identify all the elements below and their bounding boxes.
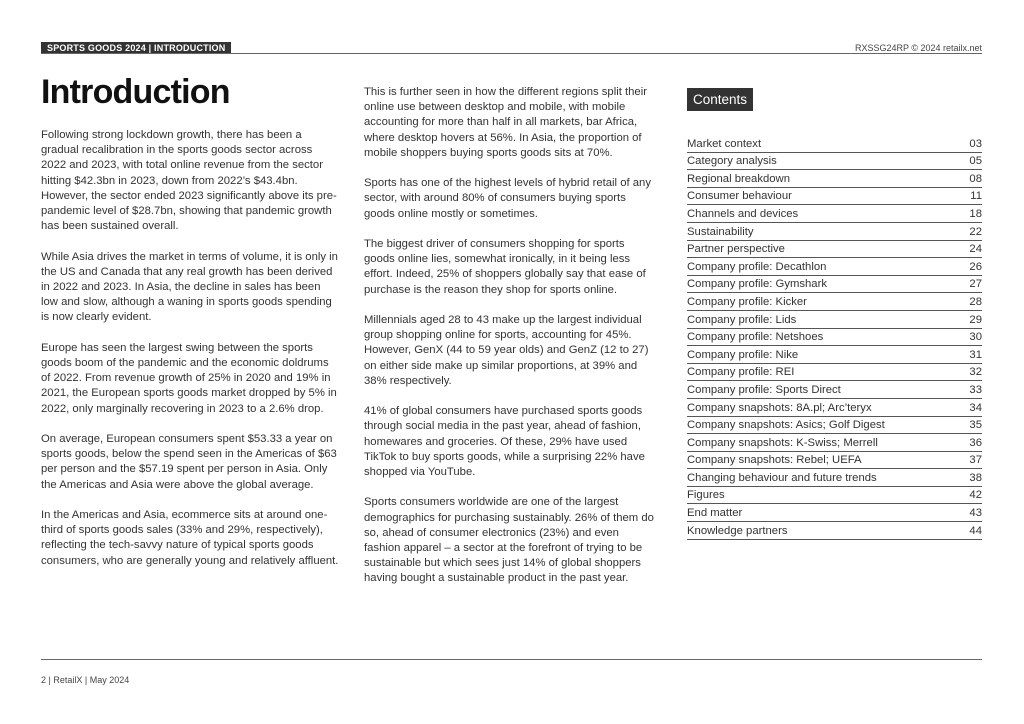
toc-item[interactable] — [687, 434, 982, 452]
toc-item[interactable] — [687, 258, 982, 276]
paragraph: Millennials aged 28 to 43 make up the largest individual group shopping online for sports, accounting for 45%. However, GenX (44 to 59 year olds) and GenZ (12 to 27) on either side make up similar proportions, at 39% and 38% respectively. — [364, 314, 649, 387]
toc-item-page: 18 — [969, 207, 982, 220]
toc-item-label: Consumer behaviour — [687, 190, 792, 203]
toc-item-page: 32 — [969, 366, 982, 379]
toc-item-label: Company snapshots: 8A.pl; Arc’teryx — [687, 401, 872, 414]
paragraph: Sports consumers worldwide are one of the largest demographics for purchasing sustainably. 26% of them do so, ahead of consumer electronics (23%) and even fashion apparel – a sector at the forefront of trying to be sustainable but which sees just 14% of global shoppers having bought a sustainable product in the past year. — [364, 496, 654, 585]
page-footer: 2 | RetailX | May 2024 — [41, 675, 130, 685]
toc-item-label: Regional breakdown — [687, 172, 790, 185]
toc-item-label: Channels and devices — [687, 207, 799, 220]
toc-item-page: 28 — [969, 295, 982, 308]
section-tag: SPORTS GOODS 2024 | INTRODUCTION — [41, 42, 231, 54]
toc-item[interactable] — [687, 170, 982, 188]
toc-item[interactable] — [687, 205, 982, 223]
toc-item-label: Figures — [687, 489, 725, 502]
paragraph: In the Americas and Asia, ecommerce sits at around one-third of sports goods sales (33% and 29%, respectively), reflecting the tech-savvy nature of typical sports goods consumers, who are generally young and relatively affluent. — [41, 509, 339, 567]
toc-item-label: Company profile: Gymshark — [687, 278, 828, 291]
toc-item-label: Company profile: Netshoes — [687, 331, 824, 344]
toc-item[interactable] — [687, 364, 982, 382]
paragraph: Sports has one of the highest levels of hybrid retail of any sector, with around 80% of consumers buying sports goods online mostly or sometimes. — [364, 177, 651, 220]
toc-item-label: Sustainability — [687, 225, 754, 238]
toc-item[interactable] — [687, 241, 982, 259]
toc-item[interactable] — [687, 276, 982, 294]
toc-item-page: 43 — [969, 507, 982, 520]
toc-item[interactable] — [687, 223, 982, 241]
copyright-notice: RXSSG24RP © 2024 retailx.net — [854, 43, 982, 53]
toc-item[interactable] — [687, 346, 982, 364]
toc-item[interactable] — [687, 329, 982, 347]
toc-item-page: 30 — [969, 331, 982, 344]
toc-item-label: Company profile: Nike — [687, 348, 799, 361]
paragraph: Following strong lockdown growth, there has been a gradual recalibration in the sports goods sector across 2022 and 2023, with total online revenue from the sector hitting $42.3bn in 2023, down from 2022’s $43.4bn. However, the sector ended 2023 significantly above its pre-pandemic level of $28.7bn, showing that pandemic growth has been sustained overall. — [41, 129, 337, 233]
toc-item[interactable] — [687, 293, 982, 311]
toc-item[interactable] — [687, 311, 982, 329]
toc-item[interactable] — [687, 381, 982, 399]
left-text-column — [41, 128, 339, 584]
toc-item-page: 38 — [969, 471, 982, 484]
toc-item[interactable] — [687, 153, 982, 171]
toc-item-page: 03 — [969, 137, 982, 150]
toc-item-label: Company profile: REI — [687, 366, 795, 379]
toc-item-page: 08 — [969, 172, 982, 185]
paragraph: While Asia drives the market in terms of volume, it is only in the US and Canada that any real growth has been derived in 2022 and 2023. In Asia, the decline in sales has been low and slow, although a waning in sports goods spending is now clearly evident. — [41, 250, 338, 324]
toc-item[interactable] — [687, 135, 982, 153]
toc-item-page: 11 — [970, 190, 982, 203]
footer-rule — [41, 659, 982, 660]
toc-item-label: End matter — [687, 507, 743, 520]
toc-item-label: Changing behaviour and future trends — [687, 471, 877, 484]
toc-item-page: 35 — [969, 419, 982, 432]
toc-item-page: 26 — [969, 260, 982, 273]
toc-item[interactable] — [687, 188, 982, 206]
header-rule — [41, 53, 982, 54]
toc-item-label: Partner perspective — [687, 243, 785, 256]
toc-item-page: 44 — [969, 524, 982, 537]
toc-item[interactable] — [687, 417, 982, 435]
middle-text-column — [364, 85, 658, 602]
toc-item[interactable] — [687, 522, 982, 540]
toc-item-label: Company snapshots: Rebel; UEFA — [687, 454, 862, 467]
paragraph: The biggest driver of consumers shopping for sports goods online lies, somewhat ironically, in it being less effort. Indeed, 25% of shoppers globally say that ease of purchase is the reason they shop for sports online. — [364, 238, 646, 296]
page-title: Introduction — [41, 73, 230, 111]
toc-item-page: 31 — [969, 348, 982, 361]
toc-item-page: 37 — [969, 454, 982, 467]
toc-item-page: 22 — [969, 225, 982, 238]
toc-item[interactable] — [687, 504, 982, 522]
contents-heading: Contents — [687, 88, 753, 111]
toc-item-label: Knowledge partners — [687, 524, 788, 537]
paragraph: 41% of global consumers have purchased sports goods through social media in the past year, ahead of fashion, homewares and groceries. Of these, 29% have used TikTok to buy sports goods, while a surprising 22% have shopped via YouTube. — [364, 405, 645, 479]
toc-item-label: Company profile: Kicker — [687, 295, 807, 308]
toc-item-page: 36 — [969, 436, 982, 449]
toc-item[interactable] — [687, 487, 982, 505]
toc-item[interactable] — [687, 452, 982, 470]
toc-item[interactable] — [687, 469, 982, 487]
toc-item-label: Company profile: Sports Direct — [687, 383, 841, 396]
toc-item-page: 29 — [969, 313, 982, 326]
toc-item-label: Company snapshots: K-Swiss; Merrell — [687, 436, 878, 449]
toc-item-label: Company profile: Lids — [687, 313, 797, 326]
toc-item-page: 24 — [969, 243, 982, 256]
paragraph: Europe has seen the largest swing between the sports goods boom of the pandemic and the economic doldrums of 2022. From revenue growth of 25% in 2020 and 19% in 2021, the European sports goods market dropped by 5% in 2022, only marginally recovering in 2023 to a 2.6% drop. — [41, 341, 337, 415]
toc-item-label: Category analysis — [687, 155, 777, 168]
paragraph: This is further seen in how the different regions split their online use between desktop and mobile, with mobile accounting for more than half in all markets, bar Africa, where desktop hovers at 56%. In Asia, the proportion of mobile shoppers buying sports goods sits at 70%. — [364, 86, 647, 159]
toc-item-page: 42 — [969, 489, 982, 502]
toc-item-label: Company snapshots: Asics; Golf Digest — [687, 419, 885, 432]
toc-item[interactable] — [687, 399, 982, 417]
toc-item-page: 33 — [969, 383, 982, 396]
toc-item-page: 27 — [969, 278, 982, 291]
toc-item-label: Company profile: Decathlon — [687, 260, 827, 273]
toc-item-page: 34 — [969, 401, 982, 414]
toc-item-page: 05 — [969, 155, 982, 168]
toc-item-label: Market context — [687, 137, 762, 150]
table-of-contents — [687, 135, 982, 540]
paragraph: On average, European consumers spent $53.33 a year on sports goods, below the spend seen in the Americas of $63 per person and the $57.19 spent per person in Asia. Only the Americas and Asia were above the global average. — [41, 433, 337, 491]
